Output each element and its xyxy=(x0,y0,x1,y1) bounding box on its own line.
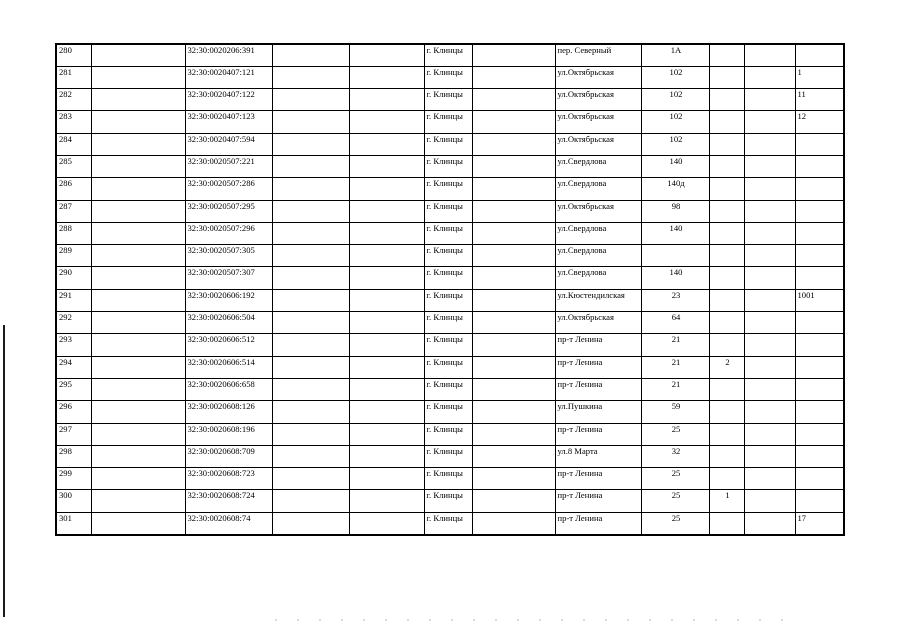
apartment-number-cell xyxy=(795,490,844,512)
empty-cell xyxy=(349,267,424,289)
street-cell: ул.Кюстендилская xyxy=(555,289,641,311)
row-number-cell: 296 xyxy=(56,401,91,423)
house-number-cell: 32 xyxy=(641,445,709,467)
building-number-cell xyxy=(709,133,744,155)
cadastral-number-cell: 32:30:0020507:296 xyxy=(185,222,272,244)
apartment-number-cell: 11 xyxy=(795,89,844,111)
apartment-number-cell xyxy=(795,401,844,423)
empty-cell xyxy=(472,200,555,222)
empty-cell xyxy=(472,89,555,111)
empty-cell xyxy=(272,334,349,356)
empty-cell xyxy=(472,44,555,66)
city-cell: г. Клинцы xyxy=(424,245,472,267)
street-cell: пр-т Ленина xyxy=(555,423,641,445)
table-row xyxy=(56,512,844,534)
city-cell: г. Клинцы xyxy=(424,423,472,445)
empty-cell xyxy=(272,66,349,88)
empty-cell xyxy=(272,267,349,289)
city-cell: г. Клинцы xyxy=(424,512,472,534)
empty-cell xyxy=(744,133,795,155)
empty-cell xyxy=(744,289,795,311)
empty-cell xyxy=(272,423,349,445)
empty-cell xyxy=(349,378,424,400)
building-number-cell xyxy=(709,312,744,334)
table-row xyxy=(56,401,844,423)
empty-cell xyxy=(349,468,424,490)
empty-cell xyxy=(272,111,349,133)
city-cell: г. Клинцы xyxy=(424,222,472,244)
empty-cell xyxy=(744,111,795,133)
empty-cell xyxy=(349,445,424,467)
empty-cell xyxy=(472,401,555,423)
cadastral-number-cell: 32:30:0020608:74 xyxy=(185,512,272,534)
house-number-cell: 59 xyxy=(641,401,709,423)
house-number-cell: 21 xyxy=(641,378,709,400)
apartment-number-cell xyxy=(795,178,844,200)
empty-cell xyxy=(91,468,185,490)
cadastral-number-cell: 32:30:0020608:126 xyxy=(185,401,272,423)
street-cell: ул.Октябрьская xyxy=(555,66,641,88)
empty-cell xyxy=(744,44,795,66)
apartment-number-cell xyxy=(795,423,844,445)
empty-cell xyxy=(91,267,185,289)
street-cell: ул.Свердлова xyxy=(555,245,641,267)
building-number-cell xyxy=(709,445,744,467)
empty-cell xyxy=(272,512,349,534)
row-number-cell: 287 xyxy=(56,200,91,222)
empty-cell xyxy=(472,267,555,289)
apartment-number-cell xyxy=(795,155,844,177)
row-number-cell: 293 xyxy=(56,334,91,356)
empty-cell xyxy=(91,178,185,200)
building-number-cell: 2 xyxy=(709,356,744,378)
apartment-number-cell xyxy=(795,334,844,356)
apartment-number-cell xyxy=(795,133,844,155)
empty-cell xyxy=(272,445,349,467)
empty-cell xyxy=(91,44,185,66)
empty-cell xyxy=(744,155,795,177)
city-cell: г. Клинцы xyxy=(424,66,472,88)
empty-cell xyxy=(349,512,424,534)
city-cell: г. Клинцы xyxy=(424,490,472,512)
empty-cell xyxy=(91,512,185,534)
cadastral-number-cell: 32:30:0020608:709 xyxy=(185,445,272,467)
empty-cell xyxy=(91,155,185,177)
house-number-cell: 25 xyxy=(641,490,709,512)
empty-cell xyxy=(744,445,795,467)
building-number-cell xyxy=(709,44,744,66)
empty-cell xyxy=(349,334,424,356)
cadastral-number-cell: 32:30:0020606:514 xyxy=(185,356,272,378)
empty-cell xyxy=(744,401,795,423)
cadastral-number-cell: 32:30:0020407:123 xyxy=(185,111,272,133)
city-cell: г. Клинцы xyxy=(424,89,472,111)
empty-cell xyxy=(744,356,795,378)
building-number-cell xyxy=(709,155,744,177)
empty-cell xyxy=(272,89,349,111)
empty-cell xyxy=(744,222,795,244)
cadastral-number-cell: 32:30:0020606:504 xyxy=(185,312,272,334)
row-number-cell: 295 xyxy=(56,378,91,400)
city-cell: г. Клинцы xyxy=(424,445,472,467)
city-cell: г. Клинцы xyxy=(424,378,472,400)
cadastral-number-cell: 32:30:0020507:305 xyxy=(185,245,272,267)
empty-cell xyxy=(272,155,349,177)
empty-cell xyxy=(272,178,349,200)
table-row xyxy=(56,66,844,88)
house-number-cell: 23 xyxy=(641,289,709,311)
empty-cell xyxy=(744,468,795,490)
empty-cell xyxy=(349,356,424,378)
house-number-cell: 25 xyxy=(641,423,709,445)
row-number-cell: 280 xyxy=(56,44,91,66)
house-number-cell: 64 xyxy=(641,312,709,334)
scan-edge-line xyxy=(3,325,5,617)
house-number-cell: 25 xyxy=(641,468,709,490)
apartment-number-cell: 1 xyxy=(795,66,844,88)
empty-cell xyxy=(91,423,185,445)
row-number-cell: 294 xyxy=(56,356,91,378)
cadastral-number-cell: 32:30:0020407:594 xyxy=(185,133,272,155)
table-row xyxy=(56,312,844,334)
building-number-cell xyxy=(709,289,744,311)
empty-cell xyxy=(349,178,424,200)
building-number-cell xyxy=(709,468,744,490)
row-number-cell: 300 xyxy=(56,490,91,512)
apartment-number-cell xyxy=(795,312,844,334)
empty-cell xyxy=(744,200,795,222)
street-cell: пр-т Ленина xyxy=(555,490,641,512)
street-cell: ул.8 Марта xyxy=(555,445,641,467)
row-number-cell: 288 xyxy=(56,222,91,244)
row-number-cell: 281 xyxy=(56,66,91,88)
cadastral-number-cell: 32:30:0020608:196 xyxy=(185,423,272,445)
apartment-number-cell xyxy=(795,445,844,467)
empty-cell xyxy=(472,155,555,177)
house-number-cell: 25 xyxy=(641,512,709,534)
empty-cell xyxy=(272,401,349,423)
empty-cell xyxy=(744,245,795,267)
street-cell: ул.Октябрьская xyxy=(555,89,641,111)
city-cell: г. Клинцы xyxy=(424,401,472,423)
building-number-cell xyxy=(709,89,744,111)
empty-cell xyxy=(272,44,349,66)
street-cell: ул.Свердлова xyxy=(555,155,641,177)
empty-cell xyxy=(349,89,424,111)
table-row xyxy=(56,490,844,512)
cadastral-number-cell: 32:30:0020507:286 xyxy=(185,178,272,200)
table-row xyxy=(56,445,844,467)
empty-cell xyxy=(472,222,555,244)
empty-cell xyxy=(472,312,555,334)
building-number-cell xyxy=(709,178,744,200)
house-number-cell: 140 xyxy=(641,155,709,177)
street-cell: ул.Свердлова xyxy=(555,267,641,289)
building-number-cell xyxy=(709,334,744,356)
house-number-cell: 102 xyxy=(641,66,709,88)
street-cell: ул.Октябрьская xyxy=(555,200,641,222)
apartment-number-cell xyxy=(795,44,844,66)
cadastral-number-cell: 32:30:0020507:221 xyxy=(185,155,272,177)
empty-cell xyxy=(472,245,555,267)
empty-cell xyxy=(744,178,795,200)
apartment-number-cell xyxy=(795,356,844,378)
street-cell: ул.Свердлова xyxy=(555,222,641,244)
empty-cell xyxy=(349,111,424,133)
table-row xyxy=(56,133,844,155)
empty-cell xyxy=(472,66,555,88)
house-number-cell: 140 xyxy=(641,267,709,289)
street-cell: ул.Октябрьская xyxy=(555,312,641,334)
row-number-cell: 291 xyxy=(56,289,91,311)
empty-cell xyxy=(349,155,424,177)
empty-cell xyxy=(744,312,795,334)
city-cell: г. Клинцы xyxy=(424,200,472,222)
city-cell: г. Клинцы xyxy=(424,111,472,133)
city-cell: г. Клинцы xyxy=(424,356,472,378)
empty-cell xyxy=(744,490,795,512)
table-row xyxy=(56,289,844,311)
building-number-cell xyxy=(709,111,744,133)
table-row xyxy=(56,111,844,133)
empty-cell xyxy=(349,66,424,88)
street-cell: пр-т Ленина xyxy=(555,378,641,400)
empty-cell xyxy=(349,401,424,423)
city-cell: г. Клинцы xyxy=(424,334,472,356)
empty-cell xyxy=(472,512,555,534)
empty-cell xyxy=(349,289,424,311)
cadastral-number-cell: 32:30:0020507:307 xyxy=(185,267,272,289)
building-number-cell xyxy=(709,423,744,445)
cadastral-number-cell: 32:30:0020608:723 xyxy=(185,468,272,490)
street-cell: ул.Пушкина xyxy=(555,401,641,423)
empty-cell xyxy=(91,289,185,311)
empty-cell xyxy=(744,512,795,534)
table-row xyxy=(56,267,844,289)
table-row xyxy=(56,155,844,177)
empty-cell xyxy=(349,245,424,267)
empty-cell xyxy=(91,111,185,133)
empty-cell xyxy=(91,66,185,88)
house-number-cell: 102 xyxy=(641,111,709,133)
house-number-cell: 98 xyxy=(641,200,709,222)
row-number-cell: 283 xyxy=(56,111,91,133)
cadastral-number-cell: 32:30:0020507:295 xyxy=(185,200,272,222)
empty-cell xyxy=(472,111,555,133)
empty-cell xyxy=(472,445,555,467)
empty-cell xyxy=(472,423,555,445)
table-row xyxy=(56,44,844,66)
table-row xyxy=(56,356,844,378)
street-cell: ул.Октябрьская xyxy=(555,133,641,155)
empty-cell xyxy=(472,378,555,400)
city-cell: г. Клинцы xyxy=(424,267,472,289)
empty-cell xyxy=(744,89,795,111)
apartment-number-cell: 1001 xyxy=(795,289,844,311)
apartment-number-cell xyxy=(795,267,844,289)
empty-cell xyxy=(272,490,349,512)
table-row xyxy=(56,89,844,111)
empty-cell xyxy=(272,356,349,378)
cadastral-number-cell: 32:30:0020606:512 xyxy=(185,334,272,356)
empty-cell xyxy=(349,490,424,512)
building-number-cell xyxy=(709,245,744,267)
city-cell: г. Клинцы xyxy=(424,44,472,66)
empty-cell xyxy=(472,334,555,356)
apartment-number-cell: 17 xyxy=(795,512,844,534)
building-number-cell xyxy=(709,200,744,222)
row-number-cell: 290 xyxy=(56,267,91,289)
empty-cell xyxy=(349,222,424,244)
empty-cell xyxy=(91,133,185,155)
apartment-number-cell: 12 xyxy=(795,111,844,133)
empty-cell xyxy=(744,334,795,356)
cadastral-number-cell: 32:30:0020608:724 xyxy=(185,490,272,512)
city-cell: г. Клинцы xyxy=(424,133,472,155)
house-number-cell: 102 xyxy=(641,89,709,111)
house-number-cell: 1А xyxy=(641,44,709,66)
empty-cell xyxy=(91,356,185,378)
cadastral-number-cell: 32:30:0020407:121 xyxy=(185,66,272,88)
table-row xyxy=(56,178,844,200)
row-number-cell: 297 xyxy=(56,423,91,445)
house-number-cell: 102 xyxy=(641,133,709,155)
empty-cell xyxy=(472,490,555,512)
city-cell: г. Клинцы xyxy=(424,289,472,311)
row-number-cell: 292 xyxy=(56,312,91,334)
empty-cell xyxy=(744,423,795,445)
building-number-cell xyxy=(709,267,744,289)
city-cell: г. Клинцы xyxy=(424,155,472,177)
empty-cell xyxy=(349,423,424,445)
empty-cell xyxy=(272,133,349,155)
street-cell: ул.Октябрьская xyxy=(555,111,641,133)
street-cell: пер. Северный xyxy=(555,44,641,66)
cadastral-number-cell: 32:30:0020606:658 xyxy=(185,378,272,400)
empty-cell xyxy=(91,445,185,467)
empty-cell xyxy=(91,222,185,244)
empty-cell xyxy=(272,312,349,334)
empty-cell xyxy=(91,245,185,267)
apartment-number-cell xyxy=(795,378,844,400)
empty-cell xyxy=(272,468,349,490)
building-number-cell xyxy=(709,378,744,400)
empty-cell xyxy=(91,89,185,111)
table-row xyxy=(56,468,844,490)
city-cell: г. Клинцы xyxy=(424,312,472,334)
empty-cell xyxy=(272,245,349,267)
empty-cell xyxy=(91,490,185,512)
house-number-cell: 21 xyxy=(641,334,709,356)
building-number-cell: 1 xyxy=(709,490,744,512)
empty-cell xyxy=(272,222,349,244)
empty-cell xyxy=(349,200,424,222)
building-number-cell xyxy=(709,512,744,534)
street-cell: пр-т Ленина xyxy=(555,334,641,356)
building-number-cell xyxy=(709,401,744,423)
registry-table-body xyxy=(56,44,844,535)
empty-cell xyxy=(472,468,555,490)
apartment-number-cell xyxy=(795,200,844,222)
empty-cell xyxy=(349,312,424,334)
apartment-number-cell xyxy=(795,245,844,267)
row-number-cell: 285 xyxy=(56,155,91,177)
registry-table xyxy=(55,43,845,536)
empty-cell xyxy=(472,289,555,311)
row-number-cell: 301 xyxy=(56,512,91,534)
empty-cell xyxy=(349,44,424,66)
empty-cell xyxy=(472,133,555,155)
city-cell: г. Клинцы xyxy=(424,468,472,490)
empty-cell xyxy=(744,267,795,289)
apartment-number-cell xyxy=(795,222,844,244)
empty-cell xyxy=(91,312,185,334)
street-cell: пр-т Ленина xyxy=(555,356,641,378)
table-row xyxy=(56,378,844,400)
table-row xyxy=(56,245,844,267)
scan-noise-dots xyxy=(265,618,795,622)
table-row xyxy=(56,222,844,244)
street-cell: пр-т Ленина xyxy=(555,468,641,490)
empty-cell xyxy=(744,66,795,88)
empty-cell xyxy=(272,289,349,311)
empty-cell xyxy=(91,401,185,423)
house-number-cell: 140д xyxy=(641,178,709,200)
street-cell: ул.Свердлова xyxy=(555,178,641,200)
empty-cell xyxy=(272,378,349,400)
cadastral-number-cell: 32:30:0020407:122 xyxy=(185,89,272,111)
row-number-cell: 298 xyxy=(56,445,91,467)
empty-cell xyxy=(272,200,349,222)
empty-cell xyxy=(744,378,795,400)
row-number-cell: 284 xyxy=(56,133,91,155)
table-row xyxy=(56,334,844,356)
cadastral-number-cell: 32:30:0020606:192 xyxy=(185,289,272,311)
cadastral-number-cell: 32:30:0020206:391 xyxy=(185,44,272,66)
row-number-cell: 299 xyxy=(56,468,91,490)
empty-cell xyxy=(472,178,555,200)
empty-cell xyxy=(91,378,185,400)
empty-cell xyxy=(91,334,185,356)
row-number-cell: 289 xyxy=(56,245,91,267)
house-number-cell: 21 xyxy=(641,356,709,378)
building-number-cell xyxy=(709,66,744,88)
empty-cell xyxy=(472,356,555,378)
apartment-number-cell xyxy=(795,468,844,490)
empty-cell xyxy=(91,200,185,222)
empty-cell xyxy=(349,133,424,155)
house-number-cell: 140 xyxy=(641,222,709,244)
table-row xyxy=(56,200,844,222)
street-cell: пр-т Ленина xyxy=(555,512,641,534)
table-row xyxy=(56,423,844,445)
building-number-cell xyxy=(709,222,744,244)
row-number-cell: 282 xyxy=(56,89,91,111)
row-number-cell: 286 xyxy=(56,178,91,200)
city-cell: г. Клинцы xyxy=(424,178,472,200)
house-number-cell xyxy=(641,245,709,267)
